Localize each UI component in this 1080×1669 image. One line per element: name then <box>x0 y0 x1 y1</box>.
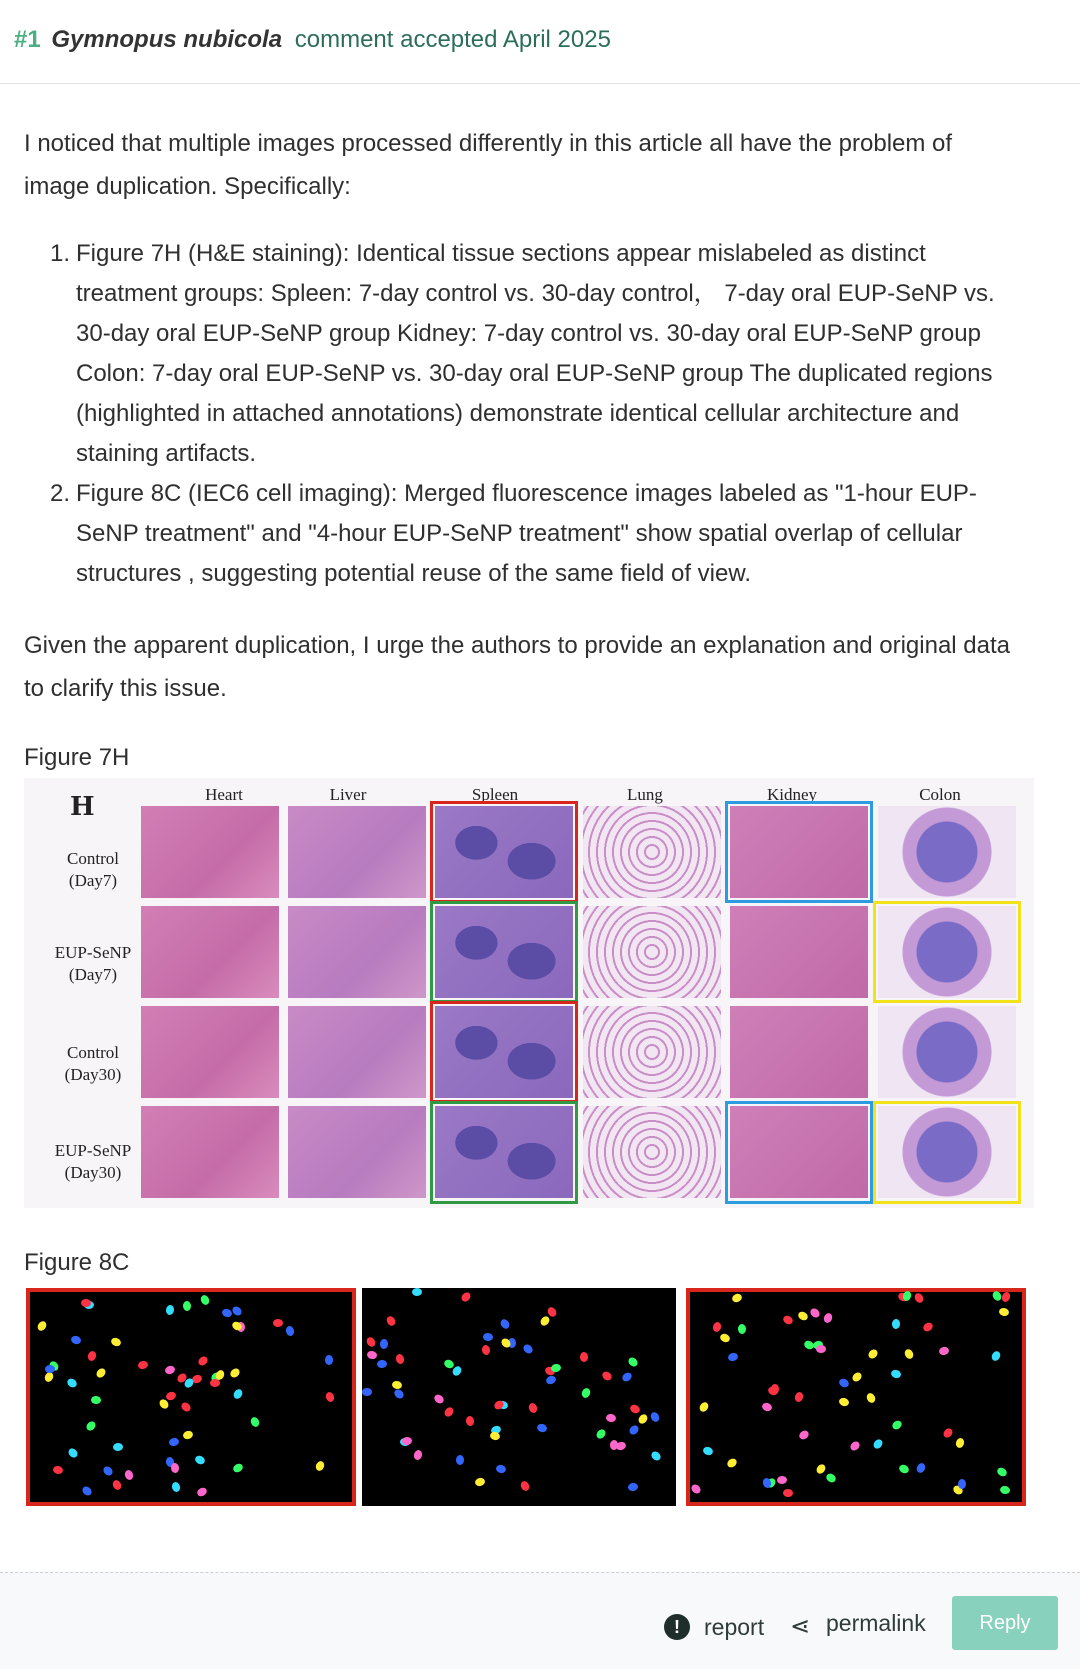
cell-dot <box>782 1314 795 1326</box>
cell-dot <box>528 1402 539 1414</box>
list-item <box>50 234 1030 474</box>
cell-dot <box>865 1392 877 1405</box>
kidney-tile <box>730 1106 868 1198</box>
spleen-tile <box>435 806 573 898</box>
column-header: Heart <box>205 785 243 804</box>
heart-tile <box>141 1106 279 1198</box>
column-header: Colon <box>919 785 961 804</box>
cell-dot <box>229 1367 242 1380</box>
fluorescence-image-middle <box>362 1288 676 1506</box>
kidney-tile <box>730 1006 868 1098</box>
cell-dot <box>52 1465 63 1475</box>
cell-dot <box>196 1486 209 1498</box>
cell-dot <box>999 1485 1010 1495</box>
cell-dot <box>761 1401 773 1412</box>
colon-tile <box>878 1006 1016 1098</box>
cell-dot <box>872 1438 885 1451</box>
cell-dot <box>165 1390 177 1401</box>
cell-dot <box>627 1482 638 1492</box>
column-header: Spleen <box>471 785 519 804</box>
cell-dot <box>545 1374 557 1385</box>
cell-dot <box>798 1429 811 1441</box>
cell-dot <box>702 1446 714 1457</box>
cell-dot <box>171 1481 181 1493</box>
cell-dot <box>794 1391 805 1403</box>
panel-letter: H <box>70 792 95 822</box>
cell-dot <box>838 1397 850 1408</box>
cell-dot <box>85 1420 98 1433</box>
cell-dot <box>809 1307 822 1320</box>
list-text: Figure 7H (H&E staining): Identical tissue sections appear mislabeled as distinct treatment groups: Spleen: 7-day control vs. 30-day control， 7-day oral EUP-SeNP vs. 30-day oral EUP-SeNP group Kidney: 7-day control vs. 30-day oral EUP-SeNP group Colon: 7-day oral EUP-SeNP vs. 30-day oral EUP-SeNP group The duplicated regions (highlighted in attached annotations) demonstrate identical cellular architecture and staining artifacts. <box>76 240 995 467</box>
cell-dot <box>393 1388 406 1401</box>
cell-dot <box>180 1401 193 1414</box>
fluorescence-image-4h <box>686 1288 1026 1506</box>
cell-dot <box>539 1315 551 1328</box>
cell-dot <box>460 1291 473 1304</box>
cell-dot <box>816 1345 826 1353</box>
heart-tile <box>141 1006 279 1098</box>
cell-dot <box>615 1441 627 1451</box>
cell-dot <box>402 1436 413 1445</box>
column-header: Liver <box>329 785 367 804</box>
cell-dot <box>867 1348 880 1361</box>
cell-dot <box>998 1307 1009 1317</box>
cell-dot <box>183 1301 192 1311</box>
commenter-name[interactable]: Gymnopus nubicola <box>51 26 283 53</box>
cell-dot <box>698 1401 710 1414</box>
cell-dot <box>891 1419 904 1432</box>
cell-dot <box>637 1413 649 1426</box>
cell-dot <box>915 1462 927 1475</box>
cell-dot <box>395 1353 405 1365</box>
cell-dot <box>199 1294 211 1306</box>
cell-dot <box>113 1442 124 1451</box>
cell-dot <box>783 1489 794 1498</box>
cell-dot <box>456 1455 464 1465</box>
cell-dot <box>650 1450 663 1463</box>
cell-dot <box>797 1310 810 1322</box>
cell-dot <box>938 1346 950 1356</box>
cell-dot <box>996 1466 1009 1478</box>
cell-dot <box>412 1288 422 1296</box>
row-header: Control (Day30) <box>64 1043 122 1084</box>
cell-dot <box>102 1465 115 1478</box>
cell-dot <box>87 1350 98 1362</box>
cell-dot <box>385 1315 397 1328</box>
cell-dot <box>942 1427 955 1440</box>
cell-dot <box>314 1460 325 1472</box>
cell-dot <box>273 1319 283 1327</box>
cell-dot <box>712 1321 722 1333</box>
list-number: 1. <box>50 240 71 267</box>
comment-header <box>0 0 1080 84</box>
cell-dot <box>210 1379 220 1387</box>
cell-dot <box>377 1360 388 1369</box>
cell-dot <box>550 1363 561 1373</box>
lung-tile <box>583 806 721 898</box>
cell-dot <box>91 1396 101 1405</box>
cell-dot <box>481 1344 490 1355</box>
issue-list <box>50 234 1030 594</box>
spleen-tile <box>435 1006 573 1098</box>
report-icon[interactable]: ! <box>664 1614 690 1640</box>
comment-status: comment accepted April 2025 <box>294 26 611 53</box>
cell-dot <box>727 1352 739 1363</box>
cell-dot <box>366 1350 377 1360</box>
liver-tile <box>288 1006 426 1098</box>
cell-dot <box>95 1367 108 1380</box>
colon-tile <box>878 806 1016 898</box>
kidney-tile <box>730 806 868 898</box>
cell-dot <box>433 1393 446 1405</box>
cell-dot <box>990 1350 1002 1363</box>
cell-dot <box>413 1449 423 1461</box>
cell-dot <box>522 1343 535 1356</box>
cell-dot <box>231 1305 244 1318</box>
cell-dot <box>362 1388 372 1396</box>
cell-dot <box>815 1463 827 1476</box>
cell-dot <box>168 1437 180 1447</box>
list-number: 2. <box>50 480 71 507</box>
colon-tile <box>878 1106 1016 1198</box>
cell-dot <box>182 1430 194 1440</box>
cell-dot <box>958 1479 966 1489</box>
cell-dot <box>955 1437 966 1449</box>
cell-dot <box>898 1463 910 1475</box>
cell-dot <box>67 1447 80 1460</box>
report-link[interactable]: report <box>704 1614 765 1640</box>
cell-dot <box>483 1333 494 1342</box>
cell-dot <box>731 1292 743 1303</box>
cell-dot <box>913 1292 925 1305</box>
row-header: EUP-SeNP (Day30) <box>54 1141 132 1182</box>
cell-dot <box>365 1336 377 1349</box>
column-header: Kidney <box>766 785 818 804</box>
cell-dot <box>45 1365 55 1373</box>
heart-tile <box>141 806 279 898</box>
cell-dot <box>285 1325 295 1337</box>
cell-dot <box>803 1339 816 1351</box>
cell-dot <box>851 1371 864 1384</box>
cell-dot <box>1000 1291 1011 1303</box>
cell-dot <box>81 1485 94 1498</box>
cell-dot <box>465 1415 475 1426</box>
cell-dot <box>838 1377 850 1389</box>
cell-dot <box>601 1370 614 1382</box>
lung-tile <box>583 1106 721 1198</box>
cell-dot <box>170 1463 179 1474</box>
cell-dot <box>110 1336 122 1347</box>
cell-dot <box>111 1479 123 1491</box>
comment-intro: I noticed that multiple images processed differently in this article all have the problem of image duplication. Specifically: <box>24 130 953 200</box>
fluorescence-image-1h <box>26 1288 356 1506</box>
liver-tile <box>288 906 426 998</box>
cell-dot <box>325 1391 336 1403</box>
comment-closing: Given the apparent duplication, I urge the authors to provide an explanation and original data to clarify this issue. <box>24 632 1011 702</box>
share-icon[interactable]: ⋖ <box>790 1613 811 1640</box>
cell-dot <box>474 1477 486 1487</box>
cell-dot <box>124 1469 135 1481</box>
cell-dot <box>232 1462 245 1474</box>
cell-dot <box>391 1380 402 1390</box>
cell-dot <box>825 1472 838 1484</box>
cell-dot <box>519 1480 531 1493</box>
lung-tile <box>583 906 721 998</box>
cell-dot <box>165 1304 174 1315</box>
cell-dot <box>892 1319 901 1330</box>
cell-dot <box>232 1388 244 1401</box>
cell-dot <box>495 1464 507 1474</box>
cell-dot <box>36 1320 48 1333</box>
cell-dot <box>605 1413 616 1422</box>
row-header: Control (Day7) <box>67 849 119 890</box>
cell-dot <box>249 1416 261 1428</box>
cell-dot <box>822 1312 833 1324</box>
cell-dot <box>580 1387 591 1399</box>
cell-dot <box>849 1440 862 1453</box>
cell-dot <box>628 1424 641 1437</box>
cell-dot <box>536 1423 548 1433</box>
cell-dot <box>690 1483 703 1496</box>
cell-dot <box>197 1355 210 1368</box>
liver-tile <box>288 1106 426 1198</box>
list-text: Figure 8C (IEC6 cell imaging): Merged fluorescence images labeled as "1-hour EUP-SeNP treatment" and "4-hour EUP-SeNP treatment" show spatial overlap of cellular structures , suggesting potential reuse of the same field of view. <box>76 480 977 587</box>
row-header: EUP-SeNP (Day7) <box>54 943 132 984</box>
figure-7h-label: Figure 7H <box>24 744 130 771</box>
cell-dot <box>66 1377 79 1389</box>
figure-8c-label: Figure 8C <box>24 1249 130 1276</box>
cell-dot <box>164 1365 176 1376</box>
cell-dot <box>380 1339 389 1350</box>
list-item <box>50 474 1030 594</box>
figure-7h-image <box>24 778 1034 1208</box>
liver-tile <box>288 806 426 898</box>
comment-number[interactable]: #1 <box>14 26 41 53</box>
cell-dot <box>499 1318 511 1331</box>
cell-dot <box>922 1321 935 1333</box>
cell-dot <box>194 1454 206 1466</box>
cell-dot <box>629 1403 642 1415</box>
heart-tile <box>141 906 279 998</box>
cell-dot <box>325 1355 333 1365</box>
cell-dot <box>443 1406 455 1419</box>
cell-dot <box>621 1371 634 1383</box>
cell-dot <box>738 1324 747 1334</box>
colon-tile <box>878 906 1016 998</box>
permalink-link[interactable]: permalink <box>826 1610 926 1636</box>
column-header: Lung <box>627 785 663 804</box>
kidney-tile <box>730 906 868 998</box>
cell-dot <box>70 1335 82 1345</box>
spleen-tile <box>435 906 573 998</box>
lung-tile <box>583 1006 721 1098</box>
cell-dot <box>627 1356 640 1369</box>
cell-dot <box>890 1369 902 1379</box>
cell-dot <box>726 1457 739 1469</box>
reply-button[interactable]: Reply <box>952 1596 1058 1650</box>
cell-dot <box>137 1360 149 1370</box>
cell-dot <box>903 1348 915 1361</box>
cell-dot <box>777 1475 788 1484</box>
cell-dot <box>649 1411 661 1424</box>
cell-dot <box>595 1428 608 1441</box>
cell-dot <box>719 1332 731 1343</box>
spleen-tile <box>435 1106 573 1198</box>
cell-dot <box>580 1352 588 1362</box>
